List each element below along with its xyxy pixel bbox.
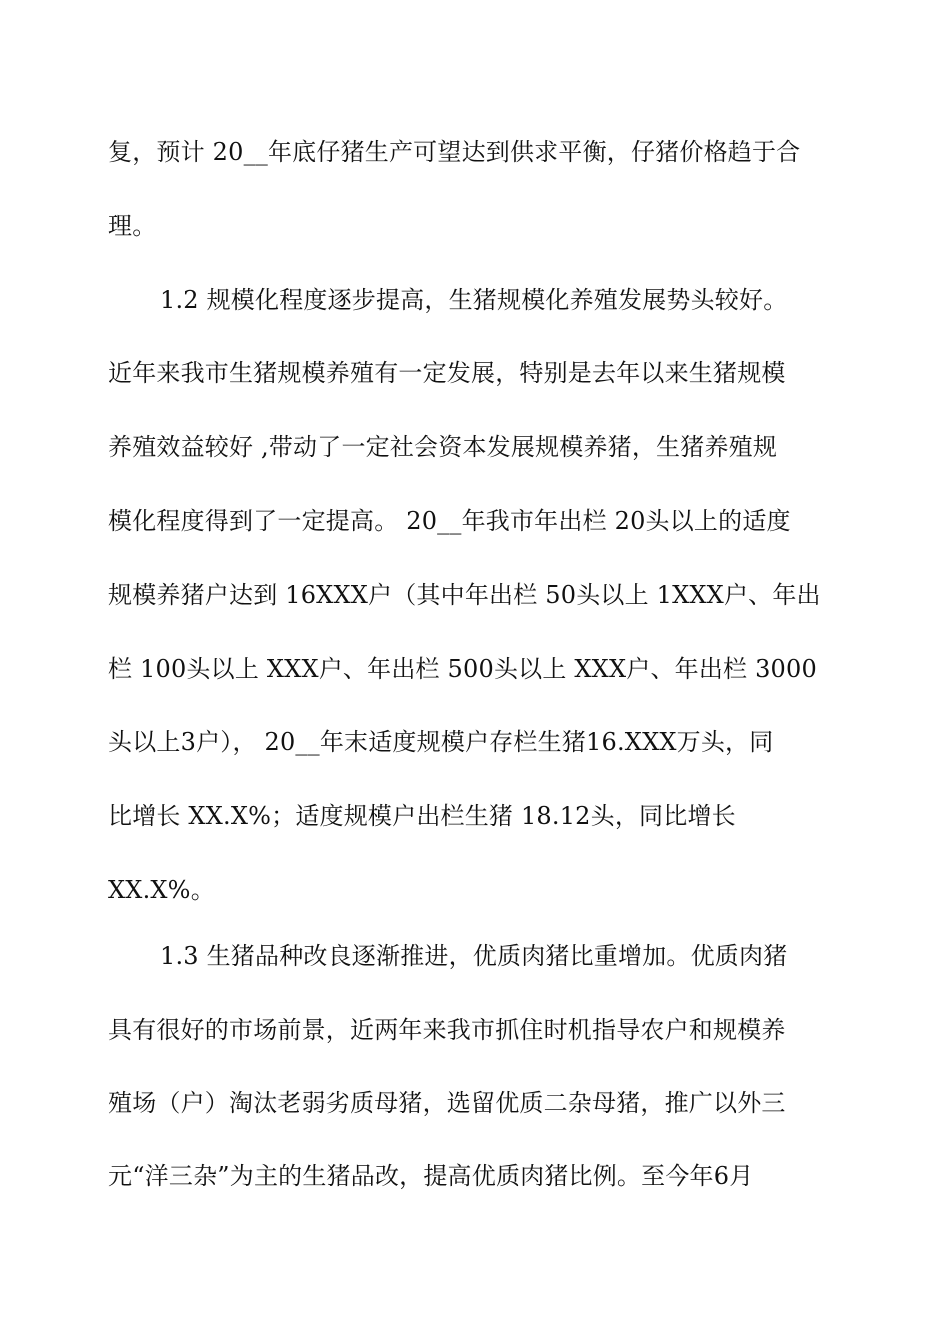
section-heading-line: 1.2 规模化程度逐步提高，生猪规模化养殖发展势头较好。 [160, 286, 788, 314]
paragraph-line: 复，预计 20__年底仔猪生产可望达到供求平衡，仔猪价格趋于合 [108, 138, 801, 166]
paragraph-line: 近年来我市生猪规模养殖有一定发展，特别是去年以来生猪规模 [108, 359, 786, 387]
paragraph-line: 比增长 XX.X%；适度规模户出栏生猪 18.12头，同比增长 [108, 802, 736, 830]
paragraph-line: 元“洋三杂”为主的生猪品改，提高优质肉猪比例。至今年6月 [108, 1162, 754, 1190]
paragraph-line: 栏 100头以上 XXX户、年出栏 500头以上 XXX户、年出栏 3000 [108, 655, 817, 683]
paragraph-line: 养殖效益较好 ,带动了一定社会资本发展规模养猪，生猪养殖规 [108, 433, 778, 461]
section-heading-line: 1.3 生猪品种改良逐渐推进，优质肉猪比重增加。优质肉猪 [160, 942, 788, 970]
paragraph-line: XX.X%。 [108, 876, 215, 904]
paragraph-line: 殖场（户）淘汰老弱劣质母猪，选留优质二杂母猪，推广以外三 [108, 1089, 786, 1117]
paragraph-line: 规模养猪户达到 16XXX户（其中年出栏 50头以上 1XXX户、年出 [108, 581, 821, 609]
paragraph-line: 具有很好的市场前景，近两年来我市抓住时机指导农户和规模养 [108, 1016, 786, 1044]
paragraph-line: 理。 [108, 212, 157, 240]
paragraph-line: 模化程度得到了一定提高。 20__年我市年出栏 20头以上的适度 [108, 507, 791, 535]
paragraph-line: 头以上3户）， 20__年末适度规模户存栏生猪16.XXX万头，同 [108, 728, 774, 756]
